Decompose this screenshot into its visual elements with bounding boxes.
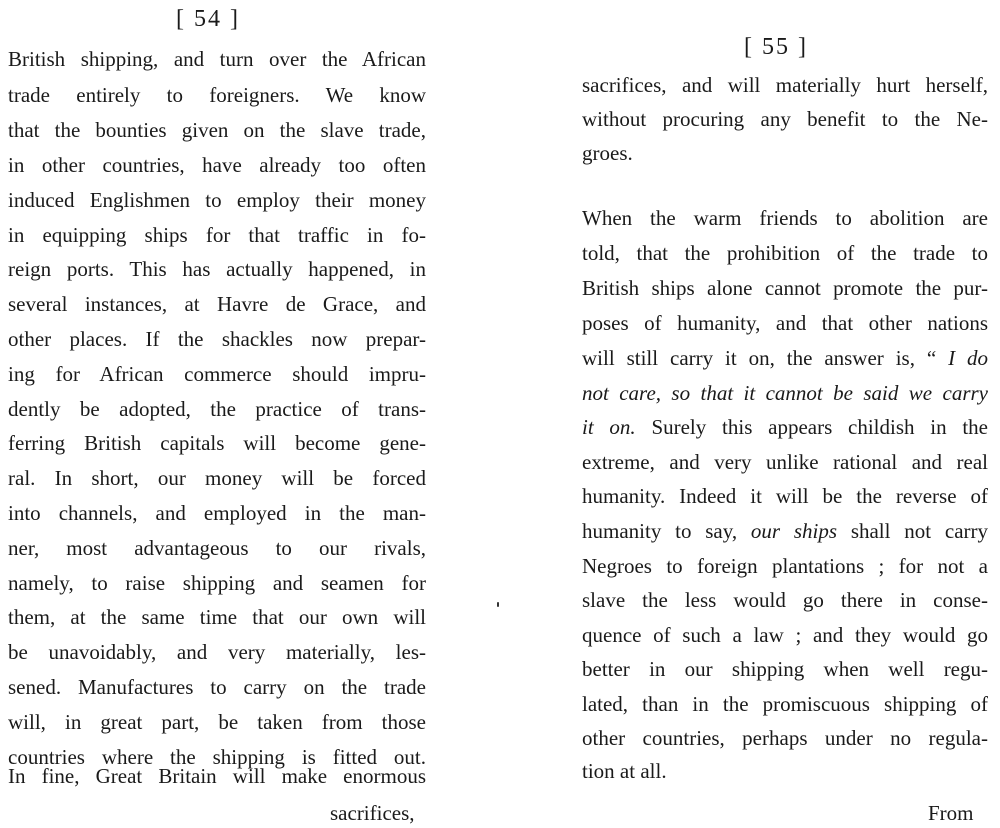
text-line: tion at all. xyxy=(582,759,667,783)
ink-speck xyxy=(497,602,499,607)
text-line: several instances, at Havre de Grace, and xyxy=(8,292,426,316)
text-line: told, that the prohibition of the trade to xyxy=(582,241,988,265)
catchword: sacrifices, xyxy=(330,801,415,825)
text-line: slave the less would go there in conse- xyxy=(582,588,988,612)
text-line: ferring British capitals will become gene- xyxy=(8,431,426,455)
text-line: other countries, perhaps under no regula- xyxy=(582,726,988,750)
text-line: not care, so that it cannot be said we carry xyxy=(582,381,988,405)
text-line: ral. In short, our money will be forced xyxy=(8,466,426,490)
text-line: Negroes to foreign plantations ; for not a xyxy=(582,554,988,578)
text-line: that the bounties given on the slave trade, xyxy=(8,118,426,142)
text-line: in equipping ships for that traffic in fo- xyxy=(8,223,426,247)
text-line: countries where the shipping is fitted out. xyxy=(8,745,426,769)
text-line: reign ports. This has actually happened, in xyxy=(8,257,426,281)
right-page xyxy=(500,0,1000,828)
text-line: without procuring any benefit to the Ne- xyxy=(582,107,988,131)
text-line: namely, to raise shipping and seamen for xyxy=(8,571,426,595)
text-line: in other countries, have already too often xyxy=(8,153,426,177)
text-line: be unavoidably, and very materially, les- xyxy=(8,640,426,664)
text-line: ner, most advantageous to our rivals, xyxy=(8,536,426,560)
text-line: poses of humanity, and that other nations xyxy=(582,311,988,335)
text-line: dently be adopted, the practice of trans- xyxy=(8,397,426,421)
text-line: will still carry it on, the answer is, “ I do xyxy=(582,346,988,370)
text-line: humanity. Indeed it will be the reverse of xyxy=(582,484,988,508)
page-number: [ 55 ] xyxy=(744,34,808,60)
text-line: In fine, Great Britain will make enormous xyxy=(8,764,426,788)
text-line: into channels, and employed in the man- xyxy=(8,501,426,525)
text-line: When the warm friends to abolition are xyxy=(582,206,988,230)
text-line: lated, than in the promiscuous shipping of xyxy=(582,692,988,716)
text-line: trade entirely to foreigners. We know xyxy=(8,83,426,107)
text-line: better in our shipping when well regu- xyxy=(582,657,988,681)
text-line: quence of such a law ; and they would go xyxy=(582,623,988,647)
text-line: humanity to say, our ships shall not carry xyxy=(582,519,988,543)
catchword: From xyxy=(928,801,974,825)
text-line: British ships alone cannot promote the pur- xyxy=(582,276,988,300)
page-number: [ 54 ] xyxy=(176,6,240,32)
text-line: British shipping, and turn over the African xyxy=(8,47,426,71)
text-line: will, in great part, be taken from those xyxy=(8,710,426,734)
text-line: them, at the same time that our own will xyxy=(8,605,426,629)
text-line: induced Englishmen to employ their money xyxy=(8,188,426,212)
text-line: sacrifices, and will materially hurt herself, xyxy=(582,73,988,97)
text-line: extreme, and very unlike rational and real xyxy=(582,450,988,474)
text-line: sened. Manufactures to carry on the trade xyxy=(8,675,426,699)
text-line: groes. xyxy=(582,141,633,165)
left-page xyxy=(0,0,470,828)
text-line: it on. Surely this appears childish in the xyxy=(582,415,988,439)
text-line: ing for African commerce should impru- xyxy=(8,362,426,386)
text-line: other places. If the shackles now prepar- xyxy=(8,327,426,351)
